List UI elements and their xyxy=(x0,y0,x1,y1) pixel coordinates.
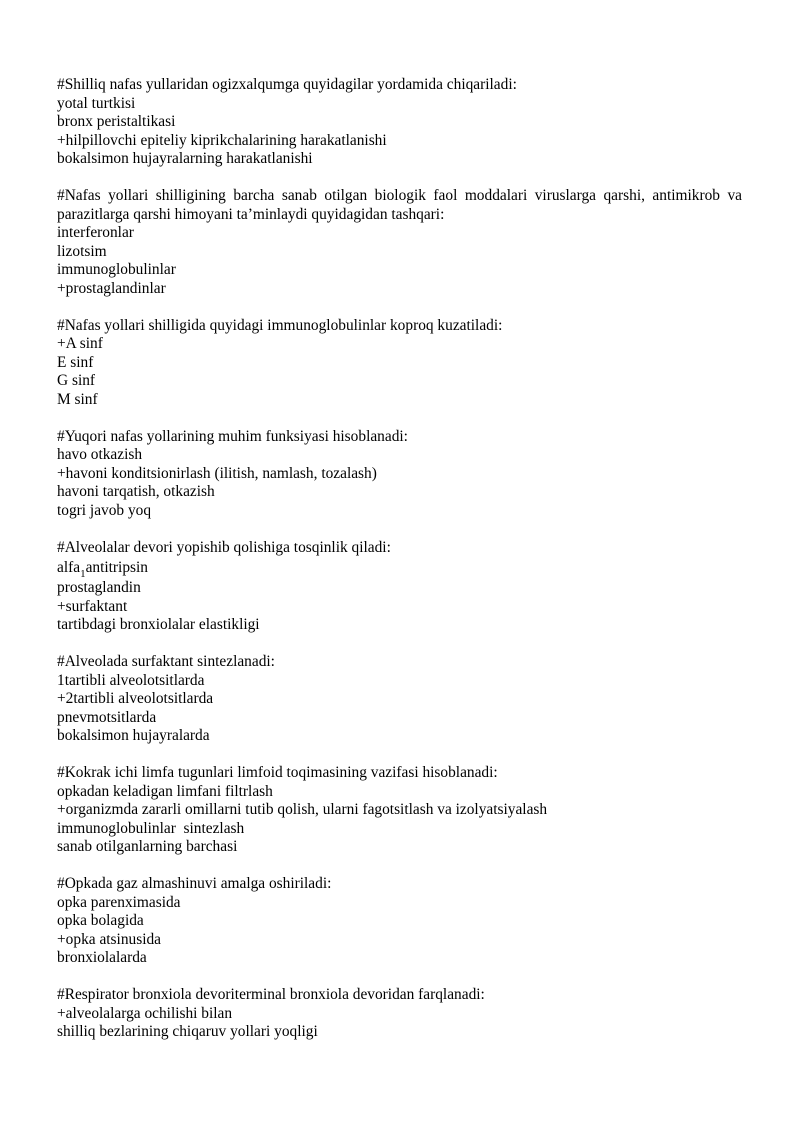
question-block xyxy=(57,764,742,857)
question-text: #Yuqori nafas yollarining muhim funksiyasi hisoblanadi: xyxy=(57,427,408,445)
question-text: #Alveolada surfaktant sintezlanadi: xyxy=(57,653,275,670)
question-text: #Nafas yollari shilligining barcha sanab otilgan biologik faol moddalari viruslarga qarshi, antimikrob va parazitlarga qarshi himoyani ta’minlaydi quyidagidan tashqari: xyxy=(57,187,742,223)
answer-option: +prostaglandinlar xyxy=(57,279,166,297)
answer-option: opkadan keladigan limfani filtrlash xyxy=(57,782,273,800)
question-text: #Kokrak ichi limfa tugunlari limfoid toqimasining vazifasi hisoblanadi: xyxy=(57,764,498,781)
answer-option: pnevmotsitlarda xyxy=(57,708,157,726)
answer-option: yotal turtkisi xyxy=(57,94,136,112)
question-text: #Opkada gaz almashinuvi amalga oshiriladi: xyxy=(57,875,332,892)
answer-option: G sinf xyxy=(57,372,96,389)
answer-option: shilliq bezlarining chiqaruv yollari yoqligi xyxy=(57,1023,318,1040)
answer-option: interferonlar xyxy=(57,224,134,241)
answer-option: +hilpillovchi epiteliy kiprikchalarining harakatlanishi xyxy=(57,131,387,149)
answer-option-alfa1 xyxy=(57,557,742,579)
answer-option: lizotsim xyxy=(57,242,107,260)
answer-option: opka bolagida xyxy=(57,912,144,929)
question-text: #Respirator bronxiola devoriterminal bronxiola devoridan farqlanadi: xyxy=(57,986,485,1003)
answer-option: +surfaktant xyxy=(57,597,128,615)
answer-option: havo otkazish xyxy=(57,446,143,463)
question-text: #Nafas yollari shilligida quyidagi immunoglobulinlar koproq kuzatiladi: xyxy=(57,316,503,334)
question-text: #Shilliq nafas yullaridan ogizxalqumga quyidagilar yordamida chiqariladi: xyxy=(57,76,517,93)
option-subscript: 1 xyxy=(80,568,86,580)
answer-option: immunoglobulinlar sintezlash xyxy=(57,819,245,837)
question-block xyxy=(57,76,742,169)
answer-option: immunoglobulinlar xyxy=(57,261,176,278)
answer-option: E sinf xyxy=(57,353,94,371)
answer-option: togri javob yoq xyxy=(57,501,152,519)
answer-option: 1tartibli alveolotsitlarda xyxy=(57,671,205,689)
document-body xyxy=(57,76,742,1060)
answer-option: opka parenximasida xyxy=(57,893,181,911)
option-suffix: antitripsin xyxy=(85,559,148,576)
answer-option: +2tartibli alveolotsitlarda xyxy=(57,690,214,707)
answer-option: prostaglandin xyxy=(57,579,141,596)
answer-option: bronx peristaltikasi xyxy=(57,113,176,130)
question-text: #Alveolalar devori yopishib qolishiga tosqinlik qiladi: xyxy=(57,538,391,556)
question-block xyxy=(57,986,742,1042)
answer-option: sanab otilganlarning barchasi xyxy=(57,838,238,855)
answer-option: havoni tarqatish, otkazish xyxy=(57,483,215,500)
answer-option: +A sinf xyxy=(57,335,103,352)
question-block xyxy=(57,317,742,410)
question-block xyxy=(57,653,742,746)
answer-option: bokalsimon hujayralarning harakatlanishi xyxy=(57,150,313,167)
answer-option: +havoni konditsionirlash (ilitish, namlash, tozalash) xyxy=(57,464,377,482)
answer-option: tartibdagi bronxiolalar elastikligi xyxy=(57,616,260,633)
answer-option: +organizmda zararli omillarni tutib qolish, ularni fagotsitlash va izolyatsiyalash xyxy=(57,801,548,818)
answer-option: +alveolalarga ochilishi bilan xyxy=(57,1004,233,1022)
answer-option: bronxiolalarda xyxy=(57,949,147,966)
option-prefix: alfa xyxy=(57,559,81,576)
question-block xyxy=(57,875,742,968)
question-block xyxy=(57,539,742,635)
answer-option: M sinf xyxy=(57,390,98,408)
answer-option: bokalsimon hujayralarda xyxy=(57,727,210,744)
answer-option: +opka atsinusida xyxy=(57,930,161,948)
question-block xyxy=(57,187,742,298)
question-block xyxy=(57,428,742,521)
